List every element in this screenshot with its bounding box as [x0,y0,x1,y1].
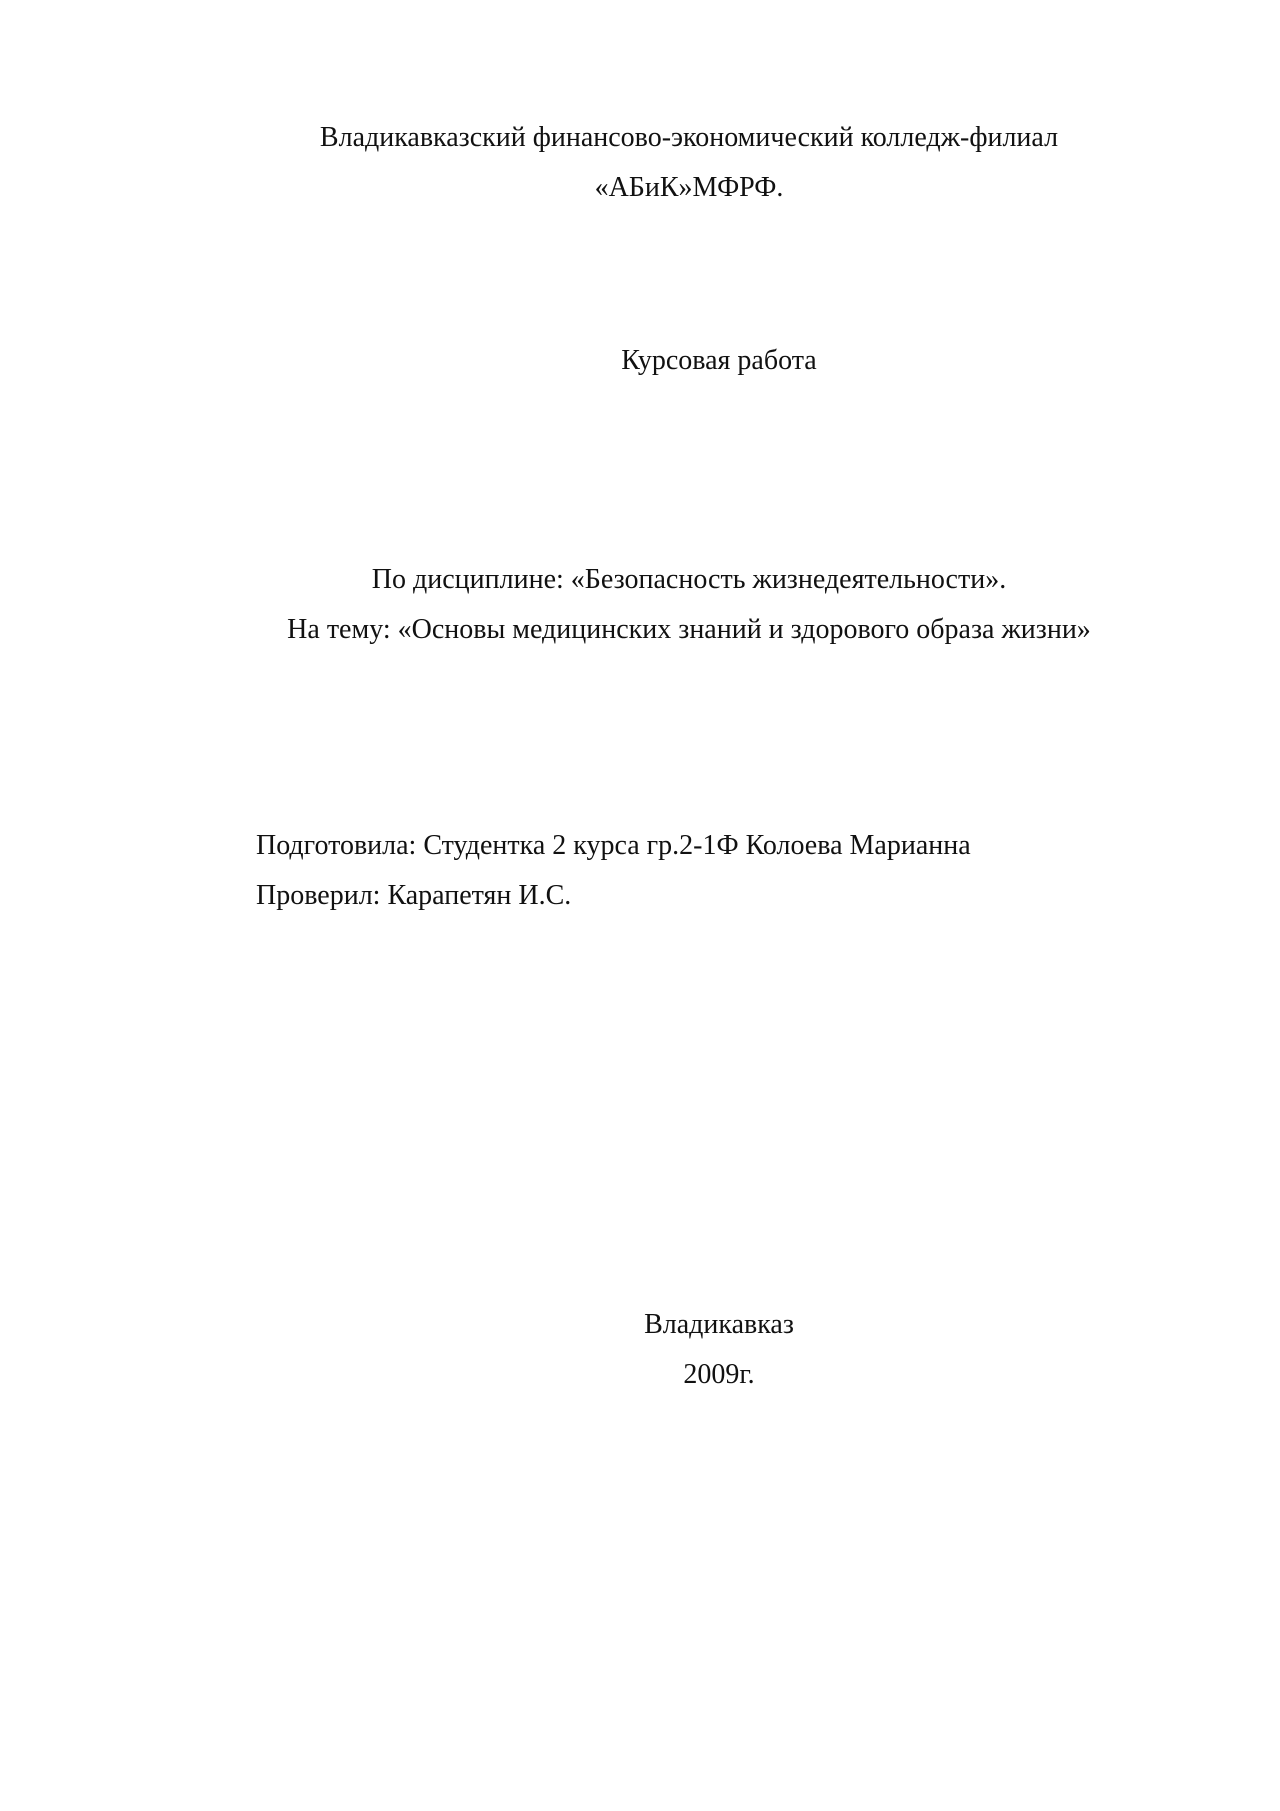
topic-line: На тему: «Основы медицинских знаний и здорового образа жизни» [287,614,1091,645]
city-line: Владикавказ [644,1309,794,1340]
institution-name-line2: «АБиК»МФРФ. [594,172,784,203]
discipline-line: По дисциплине: «Безопасность жизнедеятельности». [371,564,1007,595]
prepared-by-line: Подготовила: Студентка 2 курса гр.2-1Ф Колоева Марианна [256,830,971,861]
work-type-title: Курсовая работа [621,345,817,376]
institution-name-line1: Владикавказский финансово-экономический колледж-филиал [319,122,1059,153]
checked-by-line: Проверил: Карапетян И.С. [256,880,572,911]
year-line: 2009г. [683,1359,755,1390]
